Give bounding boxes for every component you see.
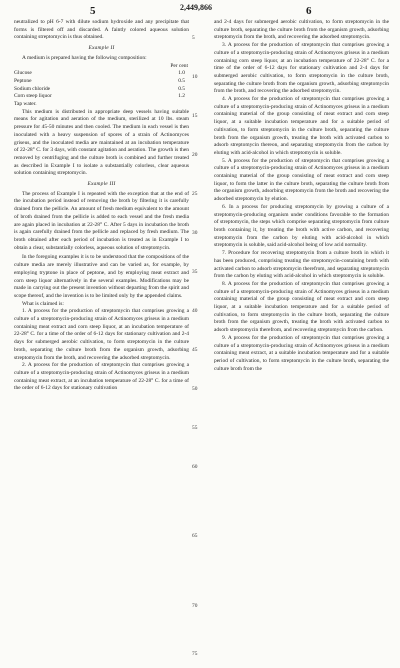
line-number: 40: [192, 308, 198, 314]
line-number: 45: [192, 347, 198, 353]
composition-row: [14, 78, 189, 86]
line-number: 60: [192, 464, 198, 470]
line-number: 20: [192, 152, 198, 158]
composition-amount: 0.5: [178, 77, 185, 84]
line-number: 30: [192, 230, 198, 236]
line-number: 15: [192, 113, 198, 119]
claim-7: 7. Procedure for recovering streptomycin from a culture broth in which it has been produced, comprising treating the streptomycin-containing broth with activated carbon to adsorb streptomycin therefrom, and separating streptomycin from the carbon by eluting with acid-alcohol in which streptomycin is soluble.: [214, 250, 389, 280]
line-number: 75: [192, 651, 198, 657]
line-number: 5: [192, 35, 195, 41]
claims-intro: What is claimed is:: [22, 300, 64, 307]
claim-1: 1. A process for the production of streptomycin that comprises growing a culture of a streptomycin-producing strain of Actinomyces griseus in a medium containing meat extract and corn steep liquor, at an incubation temperature of 22-28° C. for a time of the order of 6-12 days for stationary cultivation and 2-4 days for submerged aerobic cultivation, to form streptomycin in the culture broth, separating the culture broth from the organism growth, adsorbing streptomycin from the broth, and recovering the adsorbed streptomycin.: [14, 308, 189, 361]
line-number: 70: [192, 603, 198, 609]
line-number: 25: [192, 191, 198, 197]
composition-item: Sodium chloride: [14, 85, 51, 92]
composition-amount: 1.2: [178, 93, 185, 100]
intro-paragraph: neutralized to pH 6-7 with dilute sodium hydroxide and any precipitate that forms is filtered off and discarded. A faintly colored aqueous solution containing streptomycin is thus obtained.: [14, 19, 189, 41]
composition-table: [14, 63, 189, 109]
line-number: 35: [192, 269, 198, 275]
claim-6: 6. In a process for producing streptomycin by growing a culture of a streptomycin-producing organism under conditions favorable to the formation of streptomycin, the steps which comprise separating streptomycin from culture broth containing it, by treating the broth with active carbon, and recovering streptomycin from the carbon by eluting with acid-alcohol in which streptomycin is soluble, said acid-alcohol being of low acid normality.: [214, 203, 389, 249]
composition-item: Peptone: [14, 77, 32, 84]
composition-header: Per cent: [170, 62, 188, 69]
composition-amount: [150, 101, 189, 109]
example-3-heading: Example III: [87, 181, 116, 188]
right-column: [214, 19, 389, 373]
claim-8: 8. A process for the production of streptomycin that comprises growing a culture of a streptomycin-producing strain of Actinomyces griseus in a medium containing material of the group consisting of meat extract and corn steep liquor, at a suitable incubation temperature and for a suitable period of cultivation, to form streptomycin in the culture broth, separating the culture broth from the organism growth, treating the broth with activated carbon to adsorb streptomycin therefrom, and recovering streptomycin from the carbon.: [214, 280, 389, 334]
example-2-intro: A medium is prepared having the following composition:: [22, 54, 147, 61]
composition-row: [14, 93, 189, 101]
composition-row: [14, 70, 189, 78]
example-3-paragraph-1: The process of Example I is repeated with the exception that at the end of the incubation period instead of removing the broth by filtering it is carefully drained from the pellicle. An amount of fresh medium equivalent to the amount of broth drained from the pellicle is added to each vessel and the fresh media are again placed in incubation at 22-28° C. After 5 days in incubation the broth is again carefully drained from the pellicle and replaced by fresh medium. The broth obtained after each period of incubation is treated as in Example I to obtain a clear, substantially colorless, aqueous solution of streptomycin.: [14, 190, 189, 251]
example-2-body: This medium is distributed in appropriate deep vessels having suitable means for agitation and aeration of the medium, sterilized at 10 lbs. steam pressure for 45-50 minutes and then cooled. The medium in each vessel is then inoculated with a heavy suspension of spores of a strain of Actinomyces griseus, and the inoculated media are maintained at an incubation temperature of 22-28° C. for 3 days, with constant agitation and aeration. The growth is then removed by centrifuging and the culture broth is combined and further treated as described in Example I to isolate a substantially colorless, clear aqueous solution containing streptomycin.: [14, 108, 189, 177]
left-column: [14, 19, 189, 393]
patent-number: 2,449,866: [180, 3, 212, 12]
claim-3: 3. A process for the production of streptomycin that comprises growing a culture of a streptomycin-producing strain of Actinomyces griseus in a medium containing corn steep liquor, at an incubation temperature of 22-28° C. for a time of the order of 6-12 days for stationary cultivation and 2-4 days for submerged aerobic cultivation, to form streptomycin in the culture broth, separating the culture broth from the organism growth, adsorbing streptomycin from the broth, and recovering the adsorbed streptomycin.: [214, 42, 389, 95]
line-number: 50: [192, 386, 198, 392]
claim-4: 4. A process for the production of streptomycin that comprises growing a culture of a streptomycin-producing strain of Actinomyces griseus in a medium containing material of the group consisting of meat extract and corn steep liquor, at a suitable incubation temperature and for a suitable period of cultivation, to form streptomycin in the culture broth, separating the culture broth from the organism growth, treating the broth with activated carbon to adsorb streptomycin thereon, and separating streptomycin from the carbon by eluting with acid-alcohol in which streptomycin is soluble.: [214, 96, 389, 156]
composition-row: [14, 86, 189, 94]
claim-2: 2. A process for the production of streptomycin that comprises growing a culture of a streptomycin-producing strain of Actinomyces griseus in a medium containing meat extract, at an incubation temperature of 22-28° C. for a time of the order of 6-12 days for stationary cultivation: [14, 362, 189, 392]
page-number-left: 5: [90, 5, 96, 17]
composition-item: Glucose: [14, 70, 32, 77]
line-number: 10: [192, 74, 198, 80]
example-2-heading: Example II: [88, 45, 115, 52]
claim-9: 9. A process for the production of streptomycin that comprises growing a culture of a streptomycin-producing strain of Actinomyces griseus in a medium containing meat extract, at a suitable incubation temperature and for a suitable period of cultivation, to form streptomycin in the culture broth, separating the culture broth from the: [214, 334, 389, 372]
claim-5: 5. A process for the production of streptomycin that comprises growing a culture of a streptomycin-producing strain of Actinomyces griseus in a medium containing material of the group consisting of meat extract and corn steep liquor, to form the latter in the culture broth, separating the culture broth from the organism growth, adsorbing streptomycin from the broth and recovering the adsorbed streptomycin by elution.: [214, 157, 389, 203]
composition-row: [14, 101, 189, 109]
page-number-right: 6: [306, 5, 312, 17]
composition-item: Corn steep liquor: [14, 93, 52, 100]
composition-amount: 1.0: [178, 70, 185, 77]
line-number: 55: [192, 425, 198, 431]
composition-amount: 0.5: [178, 85, 185, 92]
composition-item: Tap water.: [14, 101, 37, 108]
example-3-paragraph-2: In the foregoing examples it is to be understood that the compositions of the culture media are merely illustrative and can be varied as, for example, by employing tryptone in place of peptone, and by employing meat extract and corn steep liquor alternatively in the several examples. Modifications may be made in carrying out the present invention without departing from the spirit and scope thereof, and the invention is to be limited only by the appended claims.: [14, 254, 189, 299]
claim-2-continued: and 2-4 days for submerged aerobic cultivation, to form streptomycin in the culture broth, separating the culture broth from the organism growth, adsorbing streptomycin from the broth, and recovering the adsorbed streptomycin.: [214, 19, 389, 41]
line-number: 65: [192, 533, 198, 539]
